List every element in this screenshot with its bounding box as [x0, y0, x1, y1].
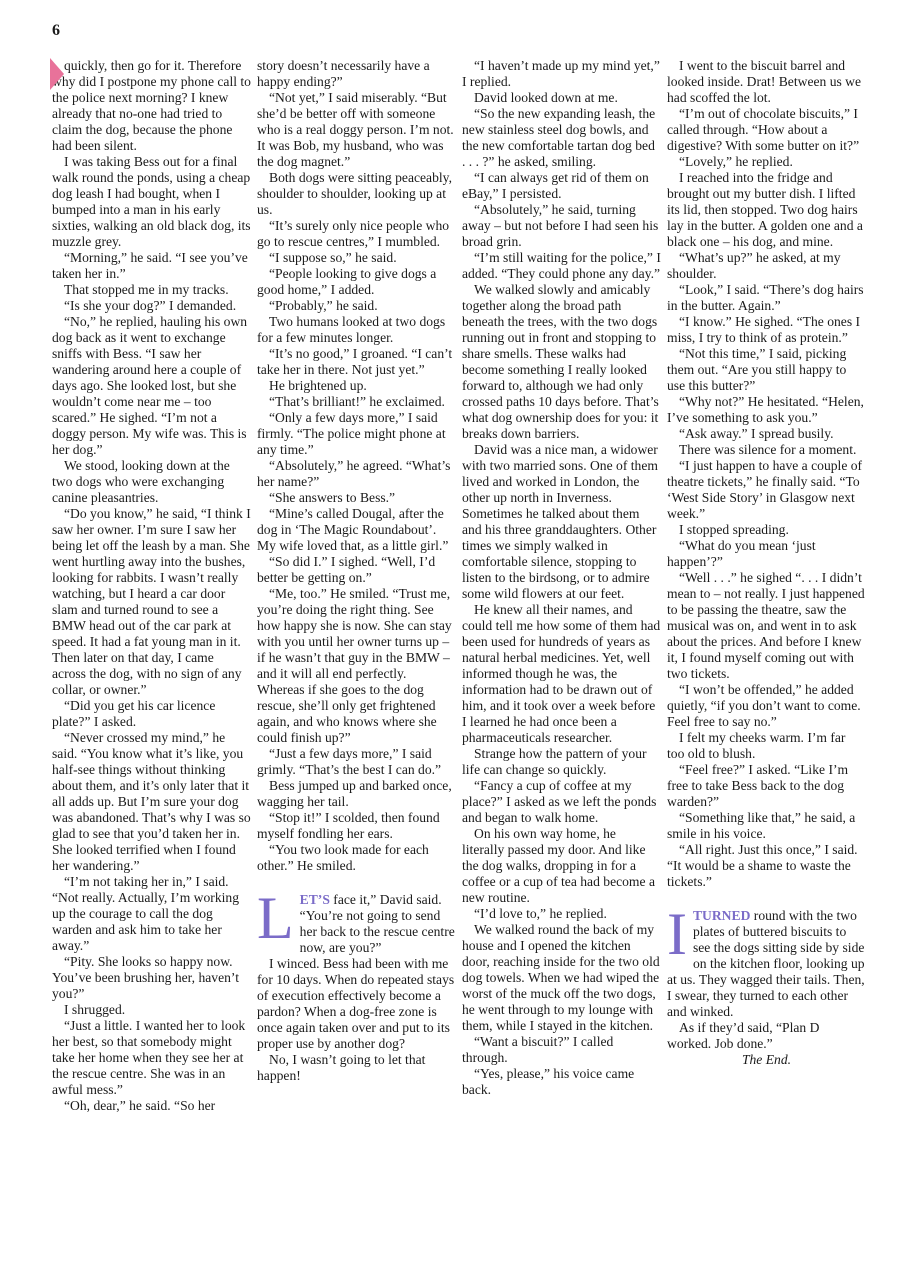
paragraph: “It’s no good,” I groaned. “I can’t take her in there. Not just yet.”	[257, 346, 453, 377]
paragraph: “Feel free?” I asked. “Like I’m free to take Bess back to the dog warden?”	[667, 762, 849, 809]
paragraph: He knew all their names, and could tell me how some of them had been used for hundreds of years as natural herbal medicines. Yet, well informed though he was, the information had to be drawn out of him, and it took over a week before I learned he had once been a pharmaceuticals researcher.	[462, 602, 661, 745]
paragraph: “What do you mean ‘just happen’?”	[667, 538, 816, 569]
paragraph: quickly, then go for it. Therefore why did I postpone my phone call to the police next morning? I knew already that no-one had tried to claim the dog, because the phone had been silent.	[52, 58, 251, 153]
paragraph: Two humans looked at two dogs for a few minutes longer.	[257, 314, 446, 345]
paragraph: “It’s surely only nice people who go to rescue centres,” I mumbled.	[257, 218, 450, 249]
paragraph: “That’s brilliant!” he exclaimed.	[269, 394, 445, 409]
drop-cap: I	[667, 901, 687, 967]
paragraph: No, I wasn’t going to let that happen!	[257, 1052, 426, 1083]
paragraph: On his own way home, he literally passed my door. And like the dog walks, dropping in for a coffee or a cup of tea had become a new routine.	[462, 826, 655, 905]
paragraph: “Yes, please,” his voice came back.	[462, 1066, 635, 1097]
paragraph: Bess jumped up and barked once, wagging her tail.	[257, 778, 452, 809]
paragraph: We walked slowly and amicably together along the broad path beneath the trees, with the two dogs running out in front and stopping to share smells. These walks had become something I really looked forward to, although we had only crossed paths 10 days before. That’s what dog ownership does for you: it breaks down barriers.	[462, 282, 659, 441]
paragraph: “So did I.” I sighed. “Well, I’d better be getting on.”	[257, 554, 436, 585]
paragraph: “Look,” I said. “There’s dog hairs in the butter. Again.”	[667, 282, 864, 313]
paragraph: “I’d love to,” he replied.	[474, 906, 607, 921]
paragraph: I shrugged.	[64, 1002, 126, 1017]
paragraph: “Pity. She looks so happy now. You’ve been brushing her, haven’t you?”	[52, 954, 239, 1001]
section-break	[257, 885, 456, 1084]
paragraph: As if they’d said, “Plan D worked. Job done.”	[667, 1020, 820, 1051]
paragraph: “People looking to give dogs a good home,” I added.	[257, 266, 437, 297]
section-opening-text: face it,” David said. “You’re not going to send her back to the rescue centre now, are you?”	[299, 892, 455, 955]
paragraph: There was silence for a moment.	[679, 442, 857, 457]
section-opening-paragraph	[257, 885, 456, 956]
continuation-marker-icon	[50, 58, 64, 90]
paragraph: “I know.” He sighed. “The ones I miss, I try to think of as protein.”	[667, 314, 861, 345]
paragraph: We walked round the back of my house and I opened the kitchen door, reaching inside for the two old dog towels. When we had wiped the worst of the muck off the two dogs, he went through to my lounge with them, while I stayed in the kitchen.	[462, 922, 660, 1033]
column-3	[462, 58, 661, 1098]
paragraph: Both dogs were sitting peaceably, shoulder to shoulder, looking up at us.	[257, 170, 452, 217]
column-4	[667, 58, 866, 1068]
paragraph: “No,” he replied, hauling his own dog back as it went to exchange sniffs with Bess. “I saw her wandering around here a couple of days ago. She looked lost, but she wouldn’t come near me – too scared.” He sighed. “I’m not a doggy person. My wife was. This is her dog.”	[52, 314, 248, 457]
paragraph: “Me, too.” He smiled. “Trust me, you’re doing the right thing. See how happy she is now. She can stay with you until her owner turns up – if he wasn’t that guy in the BMW – and it will all end perfectly. Whereas if she goes to the dog rescue, she’ll only get frightened again, and who knows where she could finish up?”	[257, 586, 452, 745]
paragraph: “Fancy a cup of coffee at my place?” I asked as we left the ponds and began to walk home.	[462, 778, 657, 825]
lead-word: ET’S	[299, 892, 330, 907]
paragraph: “Want a biscuit?” I called through.	[462, 1034, 614, 1065]
paragraph: “Not yet,” I said miserably. “But she’d be better off with someone who is a real doggy person. I’m not. It was Bob, my husband, who was the dog magnet.”	[257, 90, 454, 169]
paragraph: That stopped me in my tracks.	[64, 282, 229, 297]
paragraph: I went to the biscuit barrel and looked inside. Drat! Between us we had scoffed the lot.	[667, 58, 862, 105]
paragraph: “Oh, dear,” he said. “So her	[64, 1098, 216, 1113]
paragraph: “Well . . .” he sighed “. . . I didn’t mean to – not really. I just happened to be passing the theatre, saw the musical was on, and went in to ask about the prices. And before I knew it, I found myself coming out with two tickets.	[667, 570, 865, 681]
paragraph: “So the new expanding leash, the new stainless steel dog bowls, and the new comfortable tartan dog bed . . . ?” he asked, smiling.	[462, 106, 656, 169]
paragraph: “You two look made for each other.” He smiled.	[257, 842, 429, 873]
paragraph: Strange how the pattern of your life can change so quickly.	[462, 746, 647, 777]
paragraph: I felt my cheeks warm. I’m far too old to blush.	[667, 730, 846, 761]
paragraph: “I won’t be offended,” he added quietly, “if you don’t want to come. Feel free to say no.”	[667, 682, 861, 729]
paragraph: I winced. Bess had been with me for 10 days. When do repeated stays of execution effectively become a pardon? When a dog-free zone is once again taken over and put to its proper use by another dog?	[257, 956, 455, 1051]
paragraph: “Do you know,” he said, “I think I saw her owner. I’m sure I saw her being let off the leash by a man. She went hurtling away into the bushes, looking for rabbits. I wasn’t really watching, but I heard a car door slam and turned round to see a BMW head out of the car park at speed. It had a fat young man in it. Then later on that day, I came across the dog, with no sign of any collar, or owner.”	[52, 506, 251, 697]
drop-cap: L	[257, 885, 294, 951]
paragraph: “Absolutely,” he said, turning away – but not before I had seen his broad grin.	[462, 202, 659, 249]
paragraph: “Mine’s called Dougal, after the dog in ‘The Magic Roundabout’. My wife loved that, as a little girl.”	[257, 506, 449, 553]
paragraph: “Ask away.” I spread busily.	[679, 426, 834, 441]
paragraph: I was taking Bess out for a final walk round the ponds, using a cheap dog leash I had bought, when I bumped into a man in his early sixties, walking an old black dog, its muzzle grey.	[52, 154, 251, 249]
paragraph: “What’s up?” he asked, at my shoulder.	[667, 250, 841, 281]
paragraph: “Just a few days more,” I said grimly. “That’s the best I can do.”	[257, 746, 442, 777]
paragraph: We stood, looking down at the two dogs who were exchanging canine pleasantries.	[52, 458, 230, 505]
paragraph: “Only a few days more,” I said firmly. “The police might phone at any time.”	[257, 410, 446, 457]
paragraph: He brightened up.	[269, 378, 367, 393]
paragraph: “Probably,” he said.	[269, 298, 378, 313]
paragraph: “I just happen to have a couple of theatre tickets,” he finally said. “To ‘West Side Story’ in Glasgow next week.”	[667, 458, 863, 521]
column-1	[52, 58, 251, 1114]
paragraph: “I’m out of chocolate biscuits,” I called through. “How about a digestive? With some butter on it?”	[667, 106, 860, 153]
paragraph: “She answers to Bess.”	[269, 490, 396, 505]
lead-word: TURNED	[692, 908, 751, 923]
paragraph: story doesn’t necessarily have a happy ending?”	[257, 58, 430, 89]
paragraph: “I can always get rid of them on eBay,” I persisted.	[462, 170, 649, 201]
paragraph: “I’m still waiting for the police,” I added. “They could phone any day.”	[462, 250, 661, 281]
column-2	[257, 58, 456, 1084]
paragraph: “Never crossed my mind,” he said. “You know what it’s like, you half-see things without thinking about them, and it’s only later that it all adds up. But I’m sure your dog was abandoned. That’s why I was so glad to see that you’d taken her in. She looked terrified when I found her wandering.”	[52, 730, 251, 873]
paragraph: “Did you get his car licence plate?” I asked.	[52, 698, 216, 729]
paragraph: “I suppose so,” he said.	[269, 250, 397, 265]
the-end: The End.	[741, 1052, 792, 1067]
paragraph: “All right. Just this once,” I said. “It would be a shame to waste the tickets.”	[667, 842, 858, 889]
paragraph: David was a nice man, a widower with two married sons. One of them lived and worked in London, the other up north in Inverness. Sometimes he talked about them and his three granddaughters. Other times we simply walked in comfortable silence, stopping to listen to the birdsong, or to admire some wild flowers at our feet.	[462, 442, 658, 601]
page-number: 6	[52, 22, 60, 39]
section-opening-text: round with the two plates of buttered biscuits to see the dogs sitting side by side on the kitchen floor, looking up at us. They wagged their tails. Then, I swear, they turned to each other and winked.	[667, 908, 865, 1019]
paragraph: “I haven’t made up my mind yet,” I replied.	[462, 58, 660, 89]
paragraph: “Is she your dog?” I demanded.	[64, 298, 237, 313]
paragraph: “Lovely,” he replied.	[679, 154, 793, 169]
paragraph: “Morning,” he said. “I see you’ve taken her in.”	[52, 250, 248, 281]
paragraph: “Absolutely,” he agreed. “What’s her name?”	[257, 458, 451, 489]
paragraph: “Stop it!” I scolded, then found myself fondling her ears.	[257, 810, 440, 841]
section-opening-paragraph	[667, 901, 866, 1020]
paragraph: “Why not?” He hesitated. “Helen, I’ve something to ask you.”	[667, 394, 864, 425]
paragraph: “Just a little. I wanted her to look her best, so that somebody might take her home when they see her at the rescue centre. She was in an awful mess.”	[52, 1018, 246, 1097]
paragraph: “I’m not taking her in,” I said. “Not really. Actually, I’m working up the courage to call the dog warden and ask him to take her away.”	[52, 874, 239, 953]
paragraph: “Something like that,” he said, a smile in his voice.	[667, 810, 856, 841]
paragraph: David looked down at me.	[474, 90, 618, 105]
paragraph: “Not this time,” I said, picking them out. “Are you still happy to use this butter?”	[667, 346, 847, 393]
paragraph: I reached into the fridge and brought out my butter dish. I lifted its lid, then stopped. Two dog hairs lay in the butter. A golden one and a black one – his dog, and mine.	[667, 170, 863, 249]
section-break	[667, 901, 866, 1068]
paragraph: I stopped spreading.	[679, 522, 789, 537]
